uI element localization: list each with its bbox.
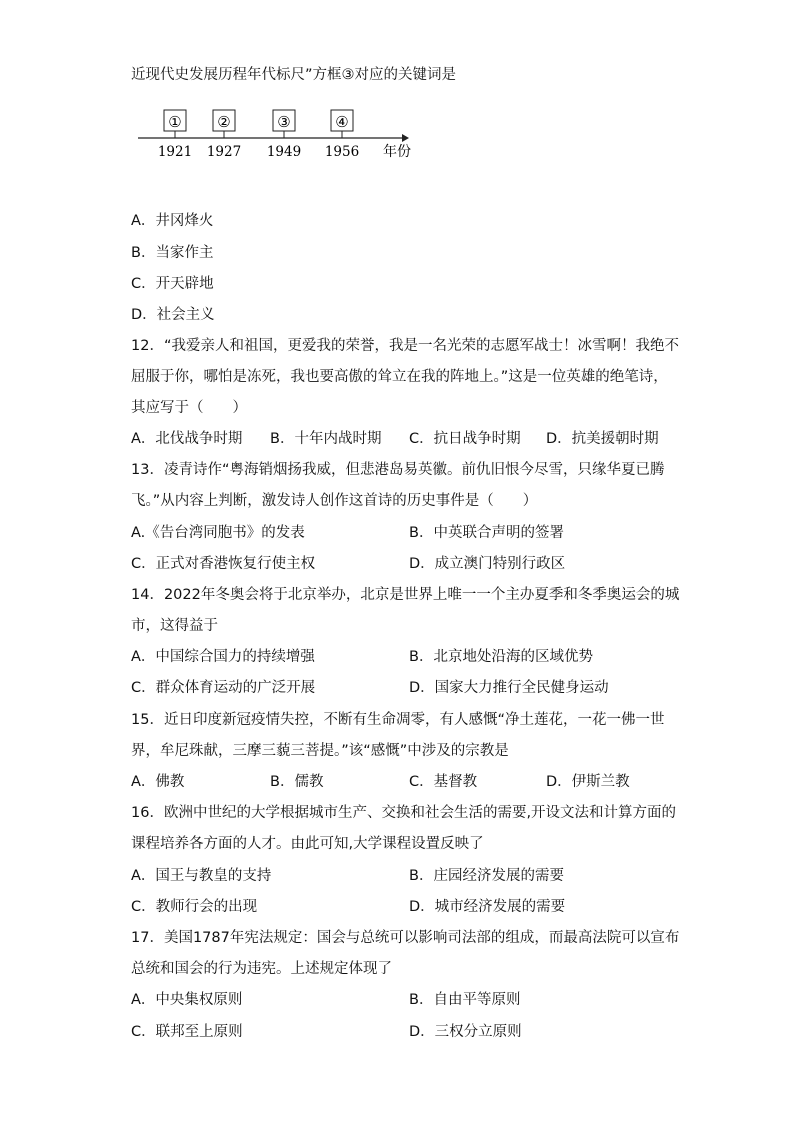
option-b: B．庄园经济发展的需要 [409, 868, 564, 884]
option-a: A．国王与教皇的支持 [131, 868, 272, 884]
timeline-box-label: ④ [335, 113, 349, 131]
option-b: B．自由平等原则 [409, 992, 521, 1008]
option-c: C．抗日战争时期 [409, 431, 521, 447]
option-a: A．中央集权原则 [131, 992, 243, 1008]
option-d: D．城市经济发展的需要 [409, 899, 566, 915]
option-a: A.《告台湾同胞书》的发表 [131, 525, 305, 541]
timeline-year: 1956 [324, 144, 360, 160]
question-stem-line: 课程培养各方面的人才。由此可知,大学课程设置反映了 [131, 836, 484, 852]
timeline-axis-label: 年份 [383, 144, 411, 160]
question-stem-line: 其应写于（ ） [131, 400, 247, 416]
option-b: B．儒教 [270, 774, 324, 790]
option-c: C．开天辟地 [131, 276, 214, 292]
option-c: C．群众体育运动的广泛开展 [131, 680, 316, 696]
question-stem-line: 14．2022年冬奥会将于北京举办，北京是世界上唯一一个主办夏季和冬季奥运会的城 [131, 587, 680, 603]
option-d: D．成立澳门特别行政区 [409, 556, 566, 572]
option-c: C．联邦至上原则 [131, 1024, 243, 1040]
timeline-box-label: ③ [277, 113, 291, 131]
timeline-year: 1949 [266, 144, 302, 160]
option-d: D．抗美援朝时期 [546, 431, 659, 447]
question-stem-line: 界，牟尼珠献，三摩三藐三菩提。”该“感慨”中涉及的宗教是 [131, 743, 509, 759]
question-stem-line: 16．欧洲中世纪的大学根据城市生产、交换和社会生活的需要,开设文法和计算方面的 [131, 805, 677, 821]
question-stem-line: 市，这得益于 [131, 618, 218, 634]
question-stem-line: 飞。”从内容上判断，激发诗人创作这首诗的历史事件是（ ） [131, 493, 538, 509]
question-stem-line: 13．凌青诗作“粤海销烟扬我威，但悲港岛易英徽。前仇旧恨今尽雪，只缘华夏已腾 [131, 462, 665, 478]
axis-arrow-icon [402, 134, 409, 142]
timeline-box-label: ① [168, 113, 182, 131]
option-d: D．社会主义 [131, 307, 215, 323]
timeline-box-label: ② [217, 113, 231, 131]
timeline-ruler [134, 103, 424, 165]
option-a: A．佛教 [131, 774, 185, 790]
option-b: B．十年内战时期 [270, 431, 382, 447]
option-d: D．伊斯兰教 [546, 774, 630, 790]
timeline-year: 1921 [157, 144, 193, 160]
option-d: D．国家大力推行全民健身运动 [409, 680, 609, 696]
option-a: A．中国综合国力的持续增强 [131, 649, 315, 665]
option-c: C．教师行会的出现 [131, 899, 258, 915]
option-d: D．三权分立原则 [409, 1024, 522, 1040]
timeline-year: 1927 [206, 144, 242, 160]
option-b: B．北京地处沿海的区域优势 [409, 649, 593, 665]
option-b: B．当家作主 [131, 245, 214, 261]
question-stem-line: 12．“我爱亲人和祖国，更爱我的荣誉，我是一名光荣的志愿军战士！冰雪啊！我绝不 [131, 338, 679, 354]
option-c: C．正式对香港恢复行使主权 [131, 556, 316, 572]
question-stem-line: 15．近日印度新冠疫情失控，不断有生命凋零，有人感慨“净土莲花，一花一佛一世 [131, 712, 665, 728]
option-a: A．北伐战争时期 [131, 431, 243, 447]
question-11-stem: 近现代史发展历程年代标尺”方框③对应的关键词是 [131, 67, 457, 83]
question-stem-line: 17．美国1787年宪法规定：国会与总统可以影响司法部的组成，而最高法院可以宣布 [131, 930, 680, 946]
question-stem-line: 总统和国会的行为违宪。上述规定体现了 [131, 961, 392, 977]
option-c: C．基督教 [409, 774, 478, 790]
option-a: A．井冈烽火 [131, 213, 214, 229]
option-b: B．中英联合声明的签署 [409, 525, 564, 541]
question-stem-line: 屈服于你，哪怕是冻死，我也要高傲的耸立在我的阵地上。”这是一位英雄的绝笔诗， [131, 369, 668, 385]
